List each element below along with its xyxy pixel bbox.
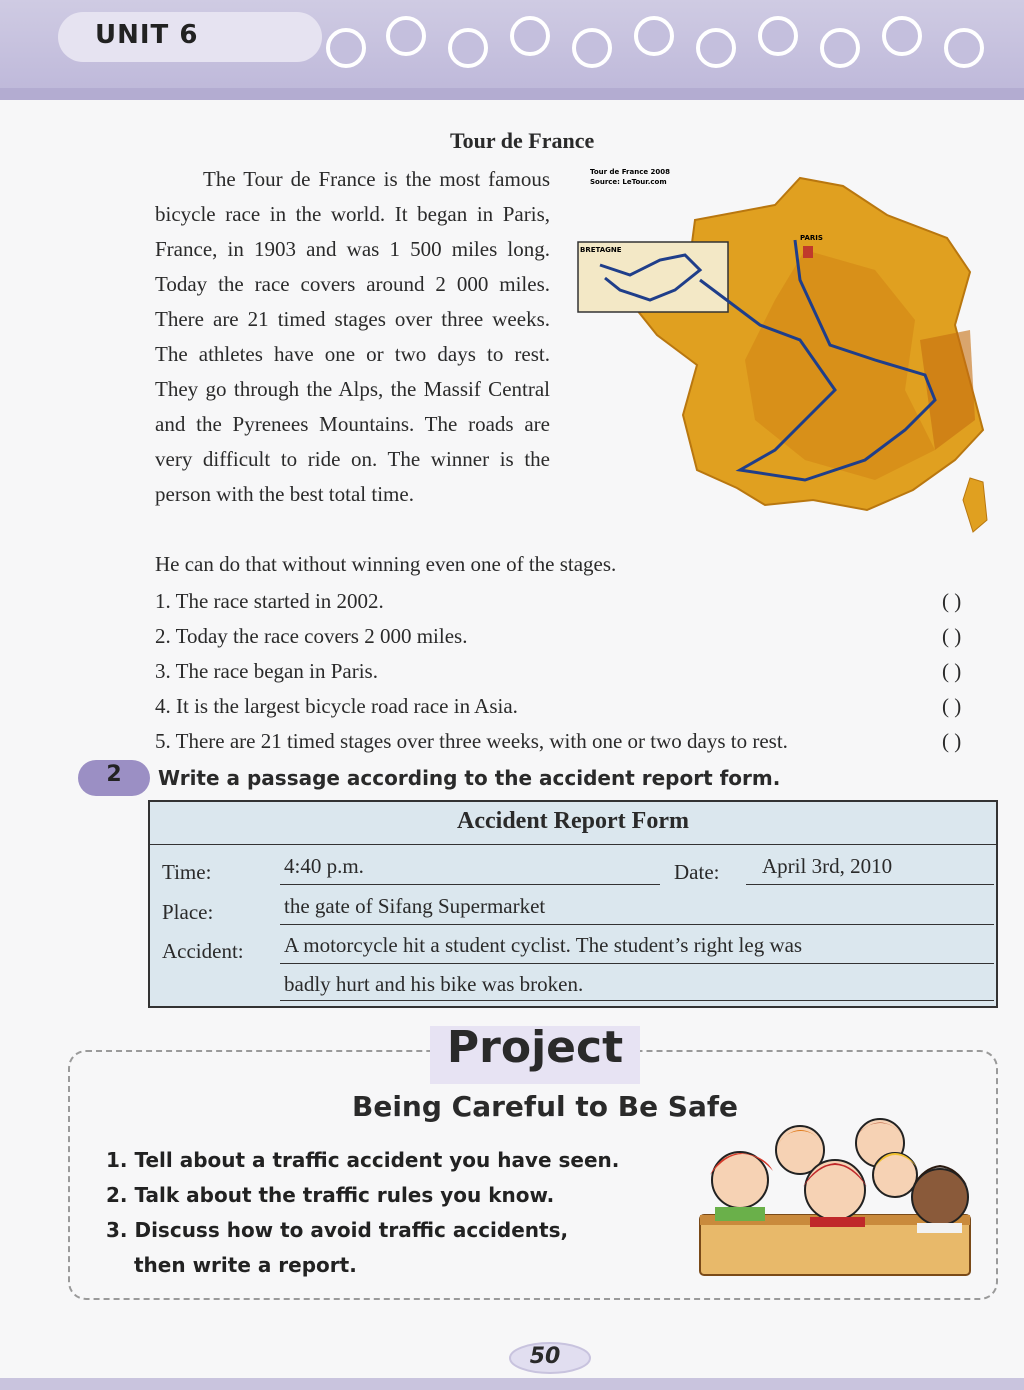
reading-paragraph: The Tour de France is the most famous bicycle race in the world. It began in Paris, France, in 1903 and was 1 500 miles long. Today the race covers around 2 000 miles. There are 21 timed stages over three weeks. The athletes have one or two days to rest. They go through the Alps, the Massif Central and the Pyrenees Mountains. The roads are very difficult to ride on. The winner is the person with the best total time. bbox=[155, 167, 550, 506]
unit-label: UNIT 6 bbox=[95, 20, 199, 50]
project-item-2: 2. Talk about the traffic rules you know. bbox=[106, 1183, 555, 1207]
time-value: 4:40 p.m. bbox=[284, 854, 364, 878]
form-title: Accident Report Form bbox=[457, 808, 689, 834]
page-number: 50 bbox=[529, 1344, 561, 1369]
map-caption: Tour de France 2008 bbox=[590, 168, 671, 176]
france-route-map bbox=[575, 160, 995, 540]
reading-title: Tour de France bbox=[450, 128, 595, 153]
map-source: Source: LeTour.com bbox=[590, 178, 667, 186]
answer-bracket-3[interactable]: ( ) bbox=[942, 659, 962, 683]
statement-4: 4. It is the largest bicycle road race in Asia. bbox=[155, 694, 518, 718]
answer-bracket-4[interactable]: ( ) bbox=[942, 694, 962, 718]
form-divider bbox=[150, 844, 996, 845]
statement-1: 1. The race started in 2002. bbox=[155, 589, 384, 613]
kids-illustration bbox=[695, 1105, 985, 1285]
project-subtitle: Being Careful to Be Safe bbox=[352, 1090, 739, 1123]
date-value: April 3rd, 2010 bbox=[762, 854, 893, 878]
exercise-instruction: Write a passage according to the accident report form. bbox=[158, 766, 781, 790]
answer-bracket-5[interactable]: ( ) bbox=[942, 729, 962, 753]
exercise-number: 2 bbox=[106, 762, 122, 787]
project-item-1: 1. Tell about a traffic accident you have seen. bbox=[106, 1148, 620, 1172]
accident-value-line2: badly hurt and his bike was broken. bbox=[284, 972, 584, 996]
statement-2: 2. Today the race covers 2 000 miles. bbox=[155, 624, 468, 648]
place-label: Place: bbox=[162, 900, 214, 924]
decorative-circles bbox=[320, 14, 1024, 64]
date-label: Date: bbox=[674, 860, 720, 884]
project-item-3: 3. Discuss how to avoid traffic accidents, bbox=[106, 1218, 569, 1242]
project-heading: Project bbox=[446, 1022, 624, 1073]
statement-3: 3. The race began in Paris. bbox=[155, 659, 378, 683]
project-item-3-cont: then write a report. bbox=[134, 1253, 357, 1277]
accident-report-form bbox=[148, 800, 998, 1008]
answer-bracket-1[interactable]: ( ) bbox=[942, 589, 962, 613]
accident-label: Accident: bbox=[162, 939, 244, 963]
accident-value-line1: A motorcycle hit a student cyclist. The student’s right leg was bbox=[284, 933, 803, 957]
map-label-bretagne: BRETAGNE bbox=[580, 246, 622, 254]
place-value: the gate of Sifang Supermarket bbox=[284, 894, 546, 918]
footer-band bbox=[0, 1378, 1024, 1390]
statement-5: 5. There are 21 timed stages over three weeks, with one or two days to rest. bbox=[155, 729, 788, 753]
answer-bracket-2[interactable]: ( ) bbox=[942, 624, 962, 648]
time-label: Time: bbox=[162, 860, 212, 884]
reading-paragraph-end: He can do that without winning even one of the stages. bbox=[155, 552, 617, 576]
map-label-paris: PARIS bbox=[800, 234, 823, 242]
